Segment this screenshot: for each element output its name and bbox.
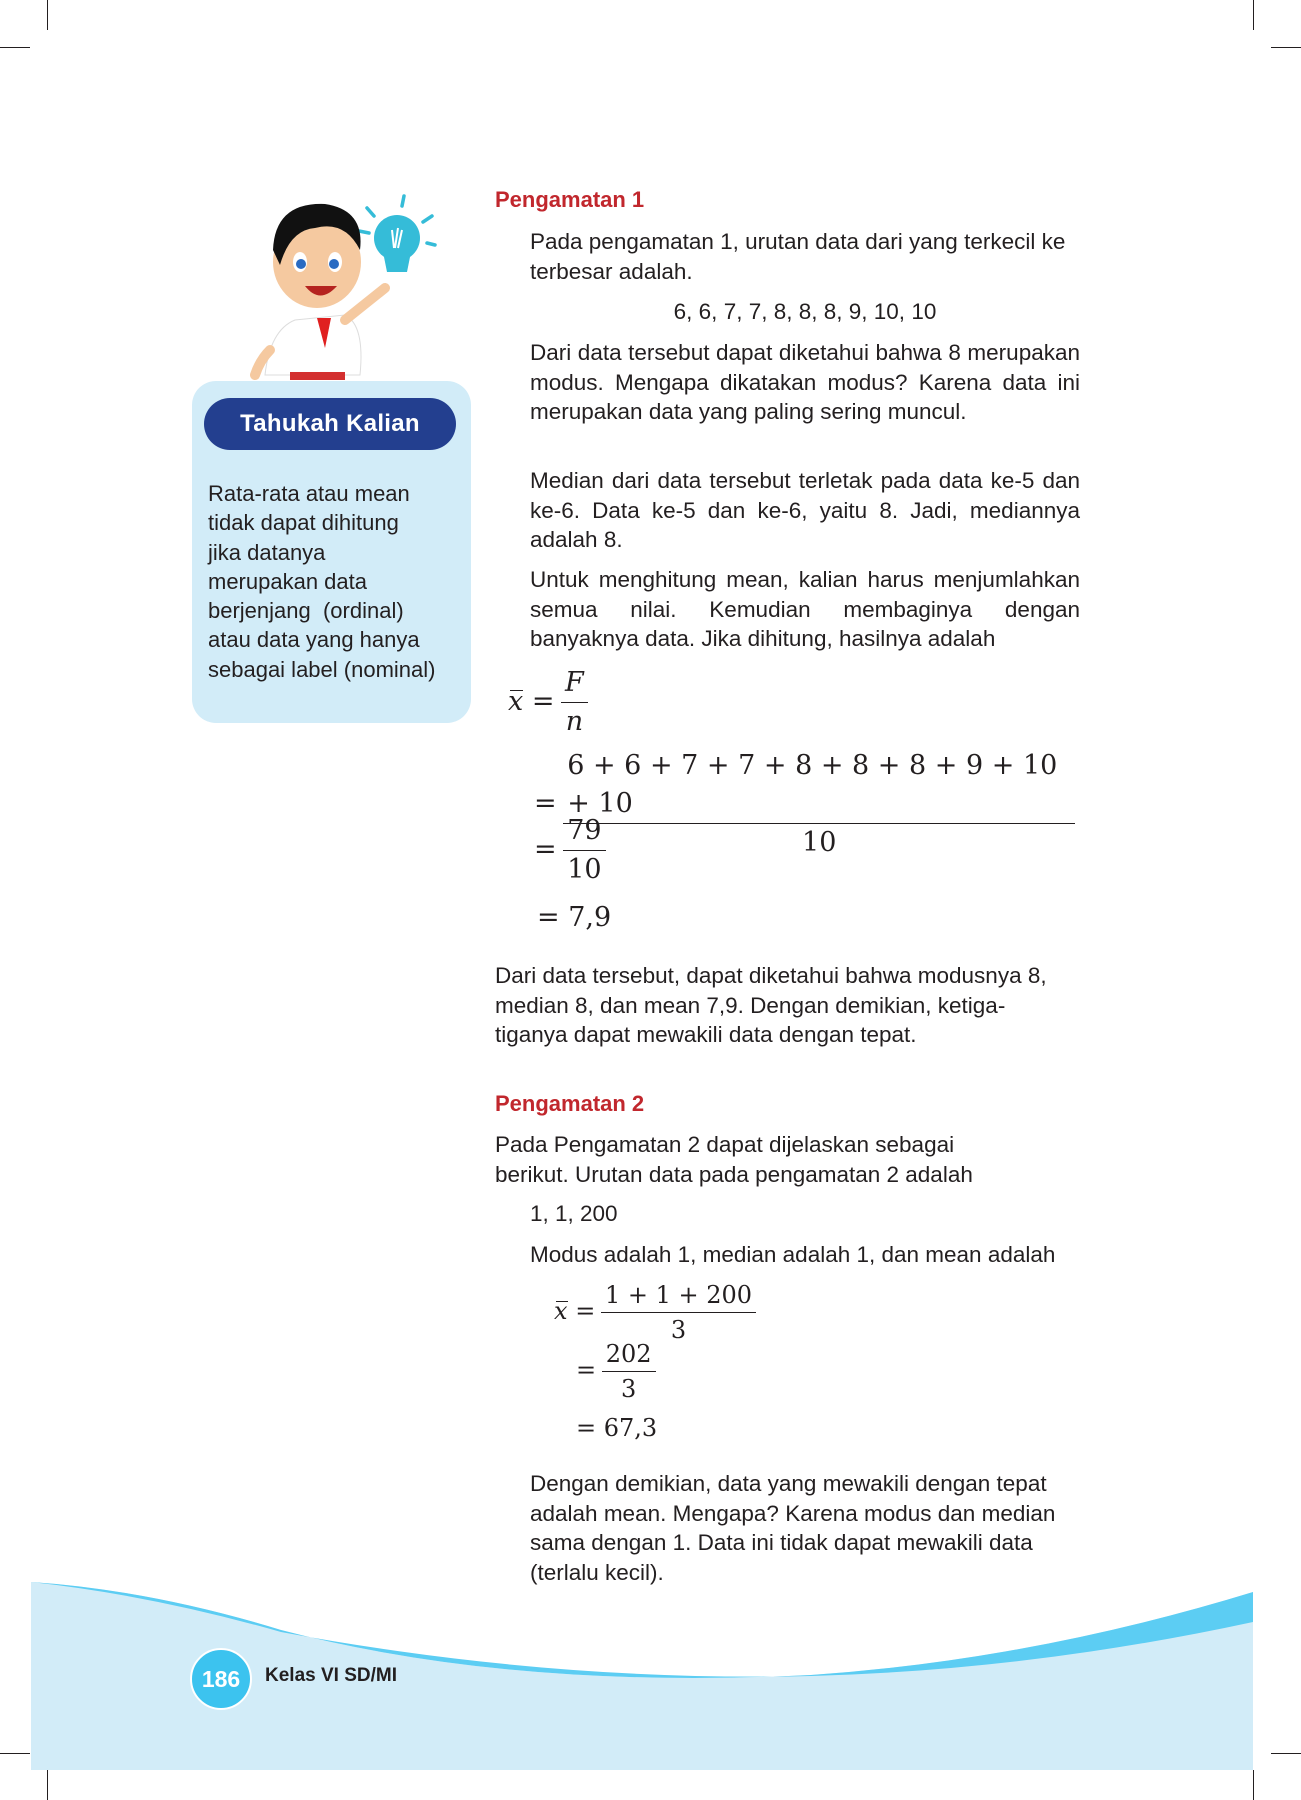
- box-line: berjenjang (ordinal): [208, 598, 404, 624]
- equals-sign: =: [534, 788, 557, 819]
- lightbulb-icon: [359, 196, 435, 272]
- numerator: 79: [567, 815, 602, 846]
- box-line: jika datanya: [208, 539, 326, 565]
- text-line: sama dengan 1. Data ini tidak dapat mewakili data: [530, 1530, 1033, 1555]
- equals-sign: =: [576, 1356, 597, 1384]
- student-with-lightbulb-illustration: [245, 190, 455, 385]
- fraction: [563, 664, 586, 741]
- denominator: n: [561, 702, 588, 741]
- box-line: sebagai label (nominal): [208, 656, 436, 682]
- mean-ratio-step: [534, 812, 604, 889]
- mean-result: = 7,9: [537, 902, 612, 933]
- numerator: F: [565, 667, 584, 698]
- numerator: 202: [605, 1340, 652, 1368]
- fraction: [565, 747, 1073, 862]
- text-line: adalah mean. Mengapa? Karena modus dan median: [530, 1500, 1056, 1526]
- crop-mark: [1271, 1753, 1301, 1754]
- box-line: tidak dapat dihitung: [208, 510, 399, 536]
- equals-sign: =: [531, 686, 555, 717]
- mean-result-2: = 67,3: [576, 1414, 658, 1442]
- denominator: 3: [602, 1371, 656, 1406]
- fraction: [565, 812, 603, 889]
- crop-mark: [1271, 47, 1301, 48]
- observation-2-data: 1, 1, 200: [530, 1201, 618, 1226]
- text-line: Pada Pengamatan 2 dapat dijelaskan sebagai: [495, 1132, 955, 1157]
- observation-1-heading: Pengamatan 1: [495, 187, 645, 212]
- mean-ratio-step-2: [576, 1337, 654, 1406]
- numerator: 1 + 1 + 200: [604, 1281, 753, 1309]
- observation-1-data: 6, 6, 7, 7, 8, 8, 8, 9, 10, 10: [673, 299, 937, 324]
- observation-1-intro: Pada pengamatan 1, urutan data dari yang terkecil ke terbesar adalah.: [530, 229, 1066, 284]
- student-figure: [255, 204, 385, 380]
- crop-mark: [47, 0, 48, 30]
- numerator: 6 + 6 + 7 + 7 + 8 + 8 + 8 + 9 + 10 + 10: [567, 750, 1058, 819]
- x-bar-symbol: x: [508, 686, 524, 717]
- footer-book-label: Kelas VI SD/MI: [265, 1665, 397, 1686]
- crop-mark: [0, 47, 30, 48]
- crop-mark: [0, 1753, 30, 1754]
- fraction: [604, 1337, 654, 1406]
- box-line: Rata-rata atau mean: [208, 481, 410, 506]
- observation-2-conclusion: [530, 1469, 1055, 1587]
- box-line: atau data yang hanya: [208, 627, 420, 653]
- text-line: (terlalu kecil).: [530, 1559, 664, 1585]
- x-bar-symbol: x: [554, 1297, 568, 1325]
- observation-2-intro: [495, 1130, 973, 1189]
- denominator: 10: [563, 823, 1075, 862]
- did-you-know-title: Tahukah Kalian: [204, 398, 456, 450]
- page-number-badge: 186: [190, 1648, 252, 1710]
- observation-2-statement: Modus adalah 1, median adalah 1, dan mean adalah: [530, 1242, 1056, 1267]
- mean-formula: [508, 664, 586, 741]
- text-line: berikut. Urutan data pada pengamatan 2 adalah: [495, 1161, 973, 1187]
- equals-sign: =: [534, 834, 557, 865]
- observation-2-heading: Pengamatan 2: [495, 1091, 645, 1116]
- observation-1-mean: Untuk menghitung mean, kalian harus menjumlahkan semua nilai. Kemudian membaginya dengan banyaknya data. Jika dihitung, hasilnya adalah: [530, 567, 1080, 651]
- observation-1-median: Median dari data tersebut terletak pada data ke-5 dan ke-6. Data ke-5 dan ke-6, yaitu 8. Jadi, mediannya adalah 8.: [530, 468, 1080, 552]
- did-you-know-text: [208, 479, 468, 684]
- crop-mark: [47, 1770, 48, 1800]
- box-line: merupakan data: [208, 568, 367, 594]
- denominator: 3: [601, 1312, 756, 1347]
- observation-1-conclusion: Dari data tersebut, dapat diketahui bahwa modusnya 8, median 8, dan mean 7,9. Dengan demikian, ketiga-tiganya dapat mewakili data dengan tepat.: [495, 963, 1047, 1047]
- text-line: Dengan demikian, data yang mewakili dengan tepat: [530, 1471, 1047, 1496]
- observation-1-modus: Dari data tersebut dapat diketahui bahwa 8 merupakan modus. Mengapa dikatakan modus? Karena data ini merupakan data yang paling sering muncul.: [530, 340, 1080, 424]
- crop-mark: [1253, 0, 1254, 30]
- crop-mark: [1253, 1770, 1254, 1800]
- equals-sign: =: [575, 1297, 596, 1325]
- denominator: 10: [563, 850, 605, 889]
- mean-sum-step: [534, 747, 1073, 862]
